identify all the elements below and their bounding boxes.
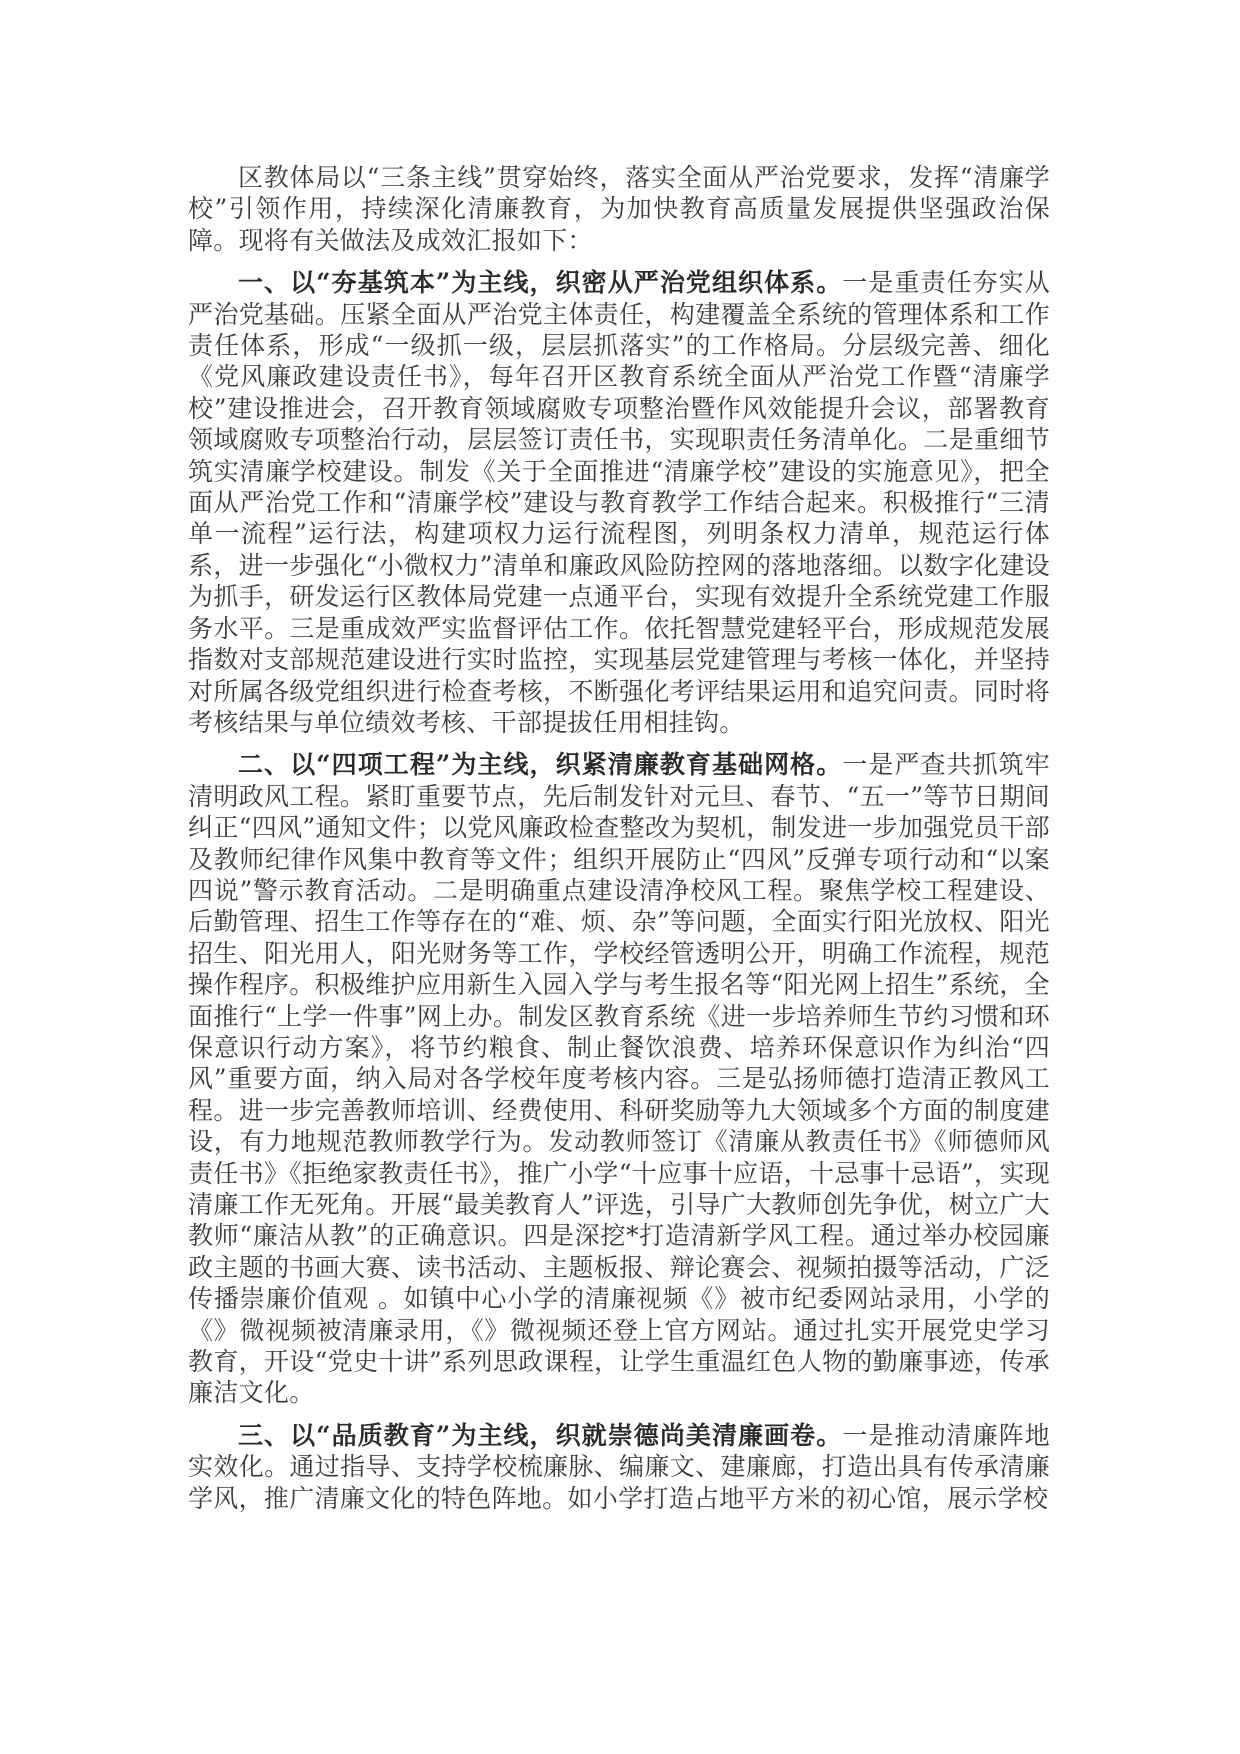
section-paragraph-3: [188, 1420, 1050, 1514]
section-body-3: 一是推动清廉阵地实效化。通过指导、支持学校梳廉脉、编廉文、建廉廊，打造出具有传承清廉学风，推广清廉文化的特色阵地。如小学打造占地平方米的初心馆，展示学校: [188, 1420, 1051, 1513]
intro-paragraph: 区教体局以“三条主线”贯穿始终，落实全面从严治党要求，发挥“清廉学校”引领作用，持续深化清廉教育，为加快教育高质量发展提供坚强政治保障。现将有关做法及成效汇报如下：: [188, 163, 1050, 255]
section-body-2: 一是严查共抓筑牢清明政风工程。紧盯重要节点，先后制发针对元旦、春节、“五一”等节日期间纠正“四风”通知文件；以党风廉政检查整改为契机，制发进一步加强党员干部及教师纪律作风集中教育等文件；组织开展防止“四风”反弹专项行动和“以案四说”警示教育活动。二是明确重点建设清净校风工程。聚焦学校工程建设、后勤管理、招生工作等存在的“难、烦、杂”等问题，全面实行阳光放权、阳光招生、阳光用人，阳光财务等工作，学校经管透明公开，明确工作流程，规范操作程序。积极维护应用新生入园入学与考生报名等“阳光网上招生”系统，全面推行“上学一件事”网上办。制发区教育系统《进一步培养师生节约习惯和环保意识行动方案》，将节约粮食、制止餐饮浪费、培养环保意识作为纠治“四风”重要方面，纳入局对各学校年度考核内容。三是弘扬师德打造清正教风工程。进一步完善教师培训、经费使用、科研奖励等九大领域多个方面的制度建设，有力地规范教师教学行为。发动教师签订《清廉从教责任书》《师德师风责任书》《拒绝家教责任书》，推广小学“十应事十应语，十忌事十忌语”，实现清廉工作无死角。开展“最美教育人”评选，引导广大教师创先争优，树立广大教师“廉洁从教”的正确意识。四是深挖*打造清新学风工程。通过举办校园廉政主题的书画大赛、读书活动、主题板报、辩论赛会、视频拍摄等活动，广泛传播崇廉价值观 。如镇中心小学的清廉视频《》被市纪委网站录用，小学的《》微视频被清廉录用，《》微视频还登上官方网站。通过扎实开展党史学习教育，开设“党史十讲”系列思政课程，让学生重温红色人物的勤廉事迹，传承廉洁文化。: [188, 750, 1051, 1408]
section-heading-1: 一、以“夯基筑本”为主线，织密从严治党组织体系。: [238, 268, 843, 298]
section-paragraph-2: [188, 749, 1050, 1409]
section-heading-3: 三、以“品质教育”为主线，织就崇德尚美清廉画卷。: [238, 1420, 843, 1450]
document-page: [188, 162, 1050, 1525]
section-body-1: 一是重责任夯实从严治党基础。压紧全面从严治党主体责任，构建覆盖全系统的管理体系和工作责任体系，形成“一级抓一级，层层抓落实”的工作格局。分层级完善、细化《党风廉政建设责任书》，每年召开区教育系统全面从严治党工作暨“清廉学校”建设推进会，召开教育领域腐败专项整治暨作风效能提升会议，部署教育领域腐败专项整治行动，层层签订责任书，实现职责任务清单化。二是重细节筑实清廉学校建设。制发《关于全面推进“清廉学校”建设的实施意见》，把全面从严治党工作和“清廉学校”建设与教育教学工作结合起来。积极推行“三清单一流程”运行法，构建项权力运行流程图，列明条权力清单，规范运行体系，进一步强化“小微权力”清单和廉政风险防控网的落地落细。以数字化建设为抓手，研发运行区教体局党建一点通平台，实现有效提升全系统党建工作服务水平。三是重成效严实监督评估工作。依托智慧党建轻平台，形成规范发展指数对支部规范建设进行实时监控，实现基层党建管理与考核一体化，并坚持对所属各级党组织进行检查考核，不断强化考评结果运用和追究问责。同时将考核结果与单位绩效考核、干部提拔任用相挂钩。: [188, 268, 1051, 737]
section-heading-2: 二、以“四项工程”为主线，织紧清廉教育基础网格。: [238, 750, 843, 780]
section-paragraph-1: [188, 267, 1050, 738]
